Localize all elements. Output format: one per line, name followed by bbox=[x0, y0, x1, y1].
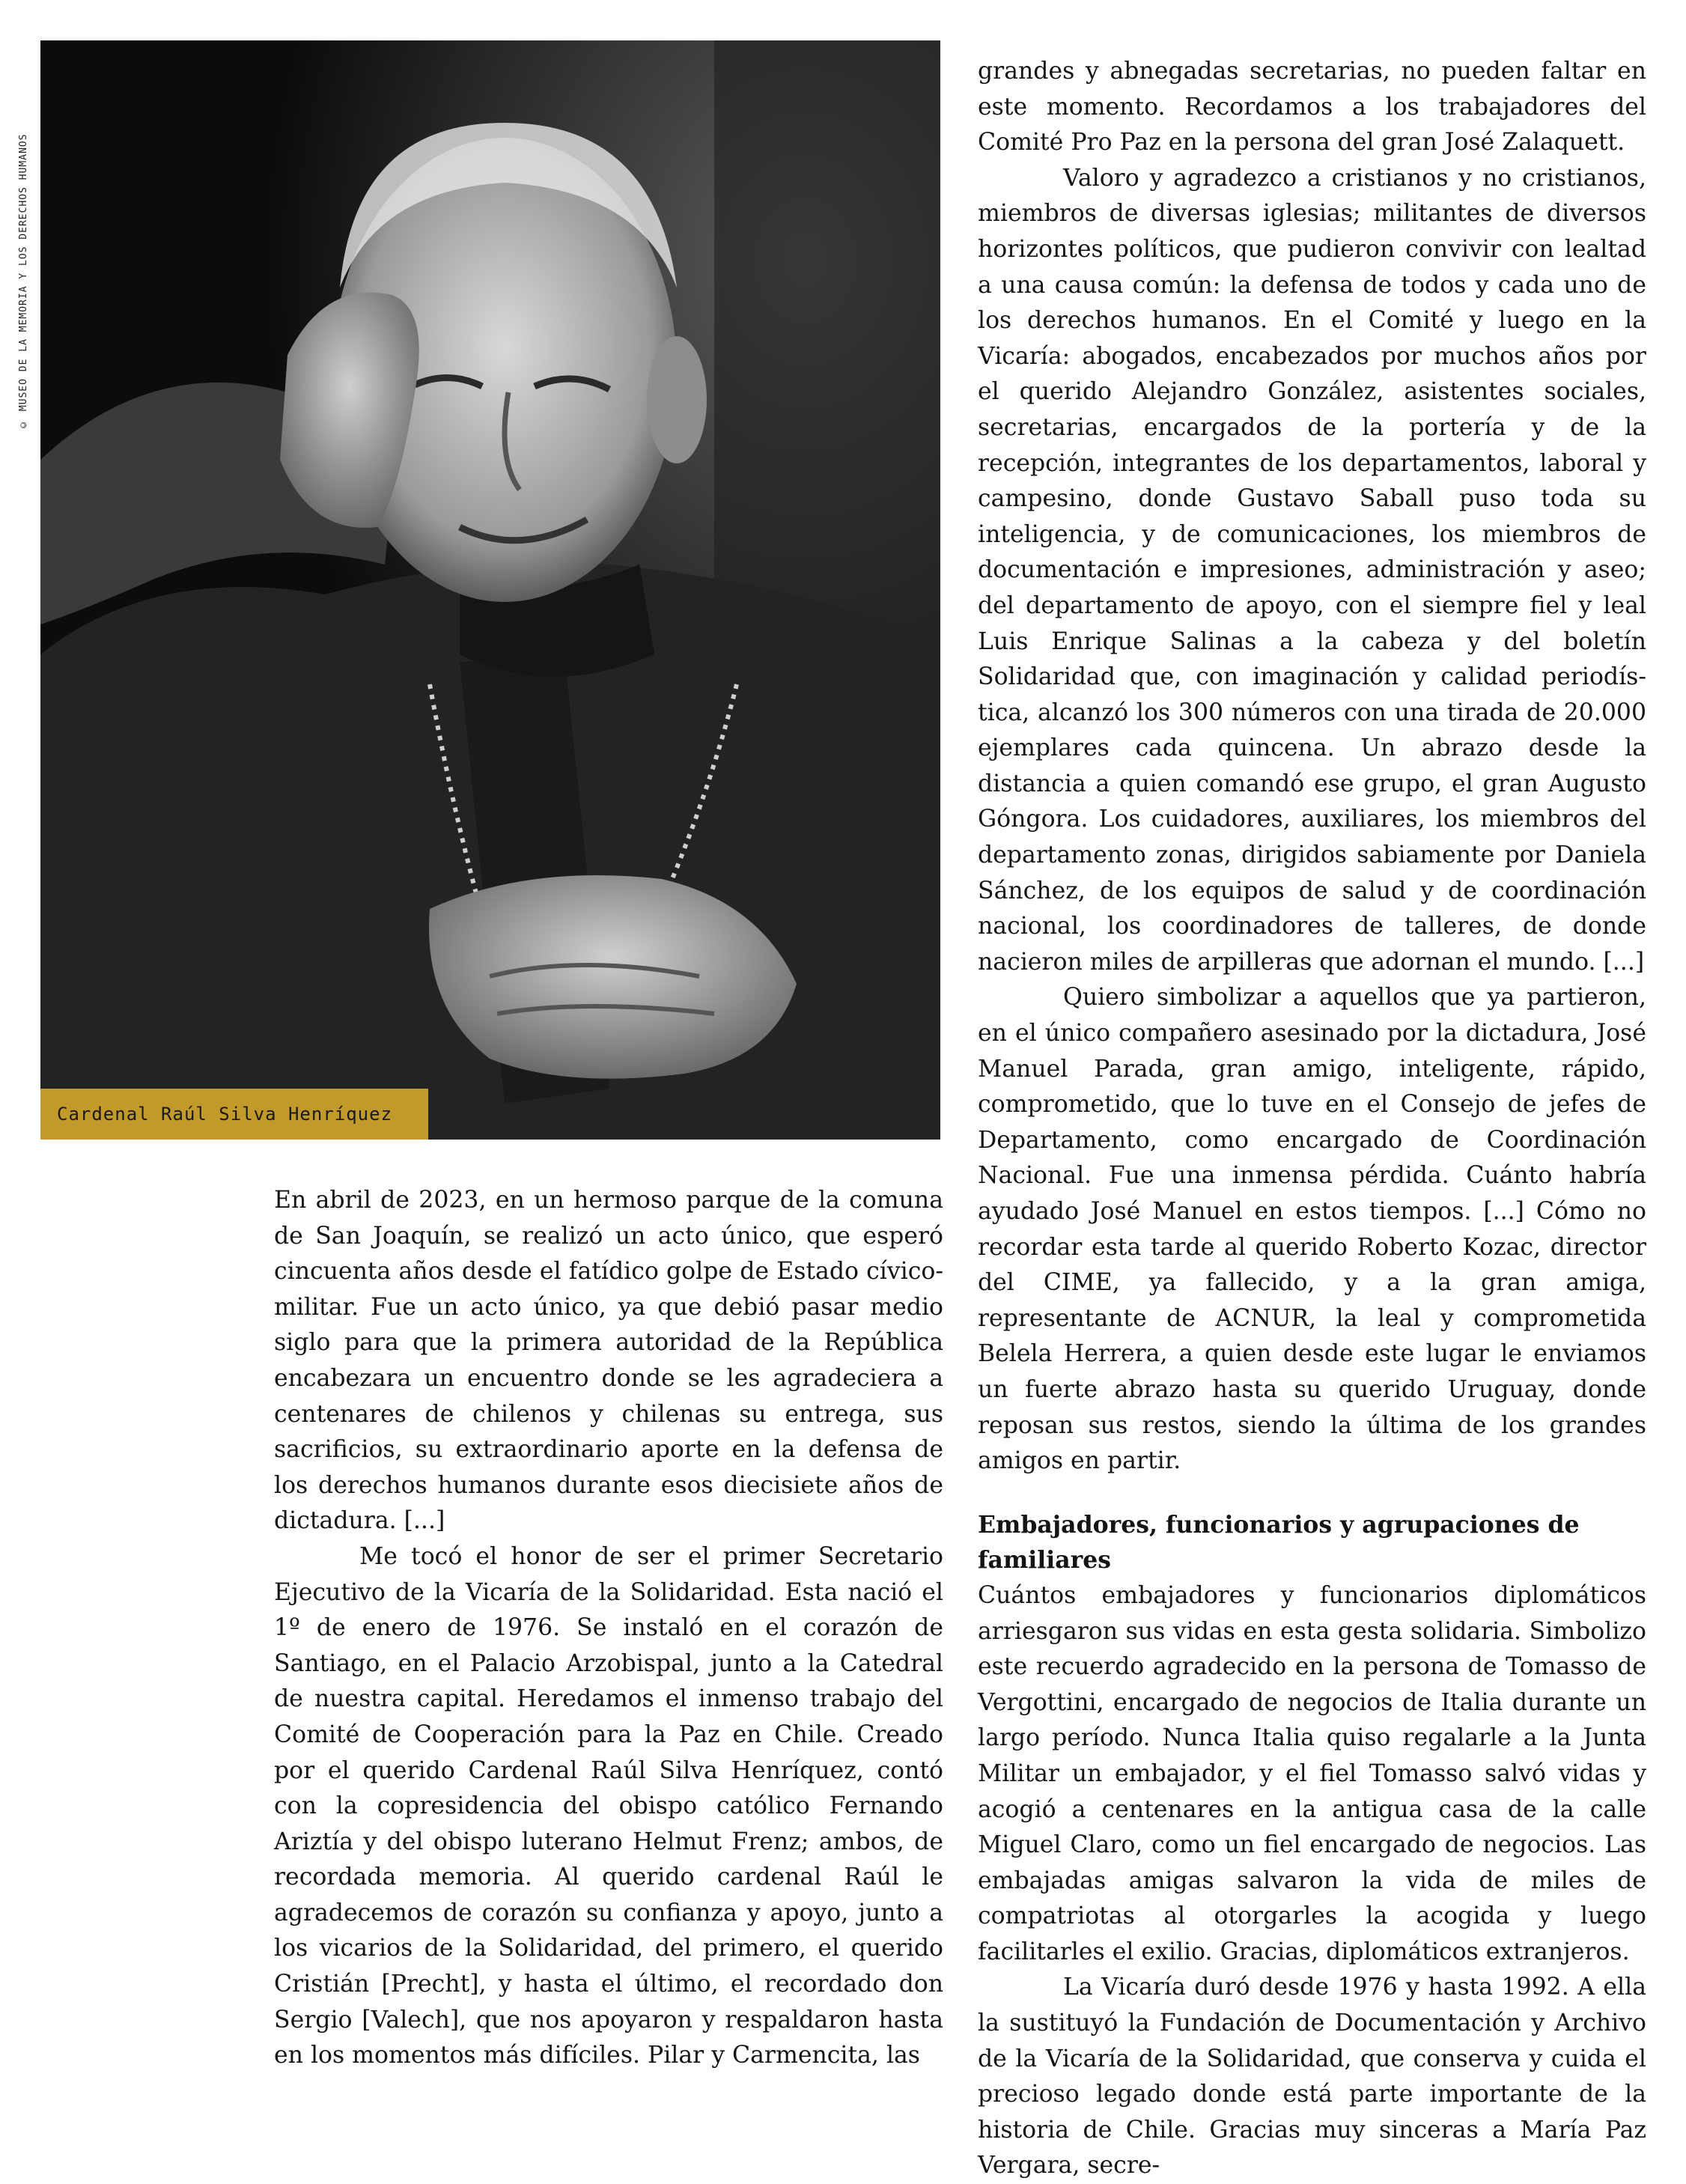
right-text-column bbox=[978, 54, 1646, 2184]
paragraph: La Vicaría duró desde 1976 y hasta 1992. A ella la sustituyó la Fundación de Documentación y Archivo de la Vicaría de la Solidaridad, que conserva y cuida el precioso legado donde está parte importante de la historia de Chile. Gracias muy sinceras a María Paz Vergara, secre- bbox=[978, 1974, 1646, 2180]
paragraph: Cuántos embajadores y funcionarios diplomáticos arriesgaron sus vidas en esta gesta solidaria. Simbolizo este recuerdo agradecido en la persona de Tomasso de Vergottini, encargado de negocios de Italia durante un largo período. Nunca Italia quiso regalarle a la Junta Militar un embajador, y el fiel Tomasso salvó vidas y acogió a centenares en la antigua casa de la calle Miguel Claro, como un fiel encargado de negocios. Las embajadas amigas salvaron la vida de miles de compatriotas al otorgarles la acogida y luego facilitarles el exilio. Gracias, diplomáticos extranjeros. bbox=[978, 1581, 1646, 1965]
paragraph: En abril de 2023, en un hermoso parque de la comuna de San Joaquín, se realizó un acto único, que esperó cincuenta años desde el fatídico golpe de Estado cívico-militar. Fue un acto único, ya que debió pasar medio siglo para que la primera autoridad de la República encabezara un encuentro donde se les agradeciera a centenares de chilenos y chilenas su entrega, sus sacrificios, su extraordinario aporte en la defensa de los derechos humanos durante esos diecisiete años de dictadura. [...] bbox=[274, 1187, 943, 1535]
portrait-photo bbox=[40, 40, 940, 1140]
left-text-column bbox=[274, 1183, 943, 2074]
photo-caption: Cardenal Raúl Silva Henríquez bbox=[40, 1089, 428, 1140]
photo-credit: © MUSEO DE LA MEMORIA Y LOS DERECHOS HUMANOS bbox=[18, 133, 29, 430]
portrait-image bbox=[40, 40, 940, 1140]
paragraph: grandes y abnegadas secretarias, no pueden faltar en este momento. Recordamos a los trabajadores del Comité Pro Paz en la persona del gran José Zalaquett. bbox=[978, 58, 1646, 156]
section-heading: Embajadores, funcionarios y agrupaciones de familiares bbox=[978, 1510, 1580, 1575]
paragraph: Me tocó el honor de ser el primer Secretario Ejecutivo de la Vicaría de la Solidaridad. Esta nació el 1º de enero de 1976. Se instaló en el corazón de Santiago, en el Palacio Arzobispal, junto a la Catedral de nuestra capital. Heredamos el inmenso trabajo del Comité de Cooperación para la Paz en Chile. Creado por el querido Cardenal Raúl Silva Henríquez, contó con la copresidencia del obispo católico Fernando Ariztía y del obispo luterano Helmut Frenz; ambos, de recordada memoria. Al querido cardenal Raúl le agradecemos de corazón su confianza y apoyo, junto a los vicarios de la Solidaridad, del primero, el querido Cristián [Precht], y hasta el último, el recordado don Sergio [Valech], que nos apoyaron y respaldaron hasta en los momentos más difíciles. Pilar y Carmencita, las bbox=[274, 1542, 943, 2069]
paragraph: Quiero simbolizar a aquellos que ya partieron, en el único compañero asesinado por la dictadura, José Manuel Parada, gran amigo, inteligente, rápido, comprometido, que lo tuve en el Consejo de jefes de Departamento, como encargado de Coordinación Nacional. Fue una inmensa pérdida. Cuánto habría ayudado José Manuel en estos tiempos. [...] Cómo no recordar esta tarde al querido Roberto Kozac, director del CIME, ya fallecido, y a la gran amiga, representante de ACNUR, la leal y comprometida Belela Herrera, a quien desde este lugar le enviamos un fuerte abrazo hasta su querido Uruguay, donde reposan sus restos, siendo la última de los grandes amigos en partir. bbox=[978, 984, 1646, 1475]
paragraph: Valoro y agradezco a cristianos y no cristianos, miembros de diversas iglesias; militantes de diversos horizontes políticos, que pudieron convivir con lealtad a una causa común: la defensa de todos y cada uno de los derechos humanos. En el Comité y luego en la Vicaría: abogados, encabezados por muchos años por el querido Alejandro González, asistentes sociales, secretarias, encargados de la portería y de la recepción, integrantes de los departamentos, laboral y campesino, donde Gustavo Saball puso toda su inteligencia, y de comunicaciones, los miembros de documentación e impresiones, administración y aseo; del departamento de apoyo, con el siempre fiel y leal Luis Enrique Salinas a la cabeza y del boletín Solidaridad que, con imaginación y calidad periodística, alcanzó los 300 números con una tirada de 20.000 ejemplares cada quincena. Un abrazo desde la distancia a quien comandó ese grupo, el gran Augusto Góngora. Los cuidadores, auxiliares, los miembros del departamento zonas, dirigidos sabiamente por Daniela Sánchez, de los equipos de salud y de coordinación nacional, los coordinadores de talleres, de donde nacieron miles de arpilleras que adornan el mundo. [...] bbox=[978, 164, 1646, 976]
